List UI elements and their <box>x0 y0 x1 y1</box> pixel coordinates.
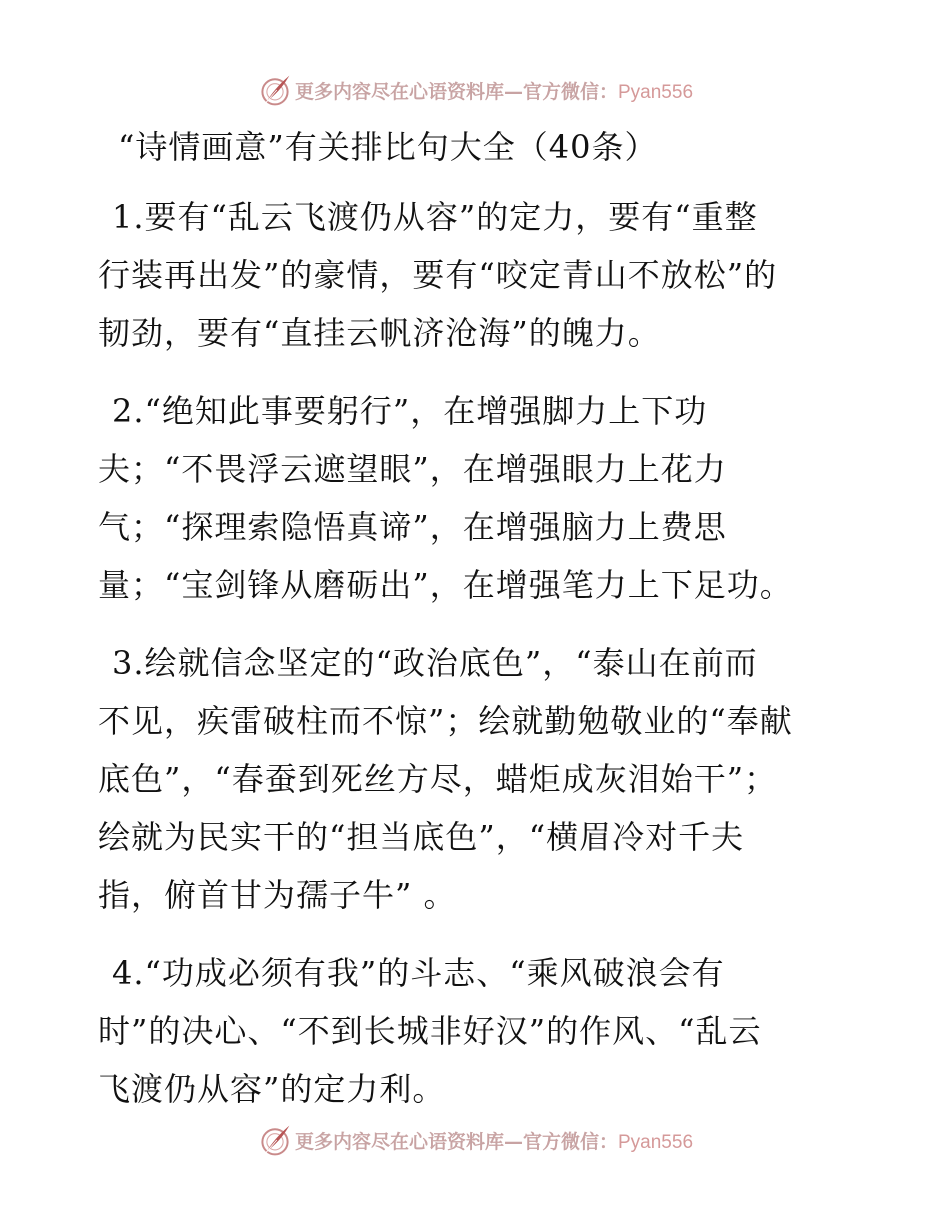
text-line: 指，俯首甘为孺子牛” 。 <box>98 876 457 914</box>
text-line: 飞渡仍从容”的定力利。 <box>98 1070 446 1108</box>
footer-banner <box>0 1120 950 1160</box>
feather-quill-logo-icon <box>257 1122 293 1158</box>
feather-quill-logo-icon <box>257 72 293 108</box>
paragraph-1 <box>98 188 858 362</box>
banner-text <box>295 1127 693 1154</box>
paragraph-3 <box>98 634 858 924</box>
document-body <box>98 188 858 1138</box>
banner-text-cn: 更多内容尽在心语资料库—官方微信： <box>294 1130 618 1153</box>
banner-wechat-id: Pyan556 <box>618 1131 694 1153</box>
header-banner <box>0 70 950 110</box>
text-line: 3.绘就信念坚定的“政治底色”，“泰山在前而 <box>112 644 758 682</box>
text-line: 量；“宝剑锋从磨砺出”，在增强笔力上下足功。 <box>98 566 793 604</box>
text-line: 底色”，“春蚕到死丝方尽，蜡炬成灰泪始干”； <box>98 760 778 798</box>
text-line: 2.“绝知此事要躬行”，在增强脚力上下功 <box>112 392 708 430</box>
paragraph-4 <box>98 944 858 1118</box>
text-line: 时”的决心、“不到长城非好汉”的作风、“乱云 <box>98 1012 762 1050</box>
text-line: 不见，疾雷破柱而不惊”；绘就勤勉敬业的“奉献 <box>98 702 793 740</box>
text-line: 韧劲，要有“直挂云帆济沧海”的魄力。 <box>98 314 661 352</box>
banner-wechat-id: Pyan556 <box>618 81 694 103</box>
document-title: “诗情画意”有关排比句大全（40条） <box>118 128 658 166</box>
text-line: 气；“探理索隐悟真谛”，在增强脑力上费思 <box>98 508 727 546</box>
banner-text-cn: 更多内容尽在心语资料库—官方微信： <box>294 80 618 103</box>
text-line: 4.“功成必须有我”的斗志、“乘风破浪会有 <box>112 954 725 992</box>
text-line: 行装再出发”的豪情，要有“咬定青山不放松”的 <box>98 256 778 294</box>
banner-text <box>295 77 693 104</box>
text-line: 夫；“不畏浮云遮望眼”，在增强眼力上花力 <box>98 450 727 488</box>
paragraph-2 <box>98 382 858 614</box>
text-line: 1.要有“乱云飞渡仍从容”的定力，要有“重整 <box>112 198 758 236</box>
text-line: 绘就为民实干的“担当底色”，“横眉冷对千夫 <box>98 818 745 856</box>
